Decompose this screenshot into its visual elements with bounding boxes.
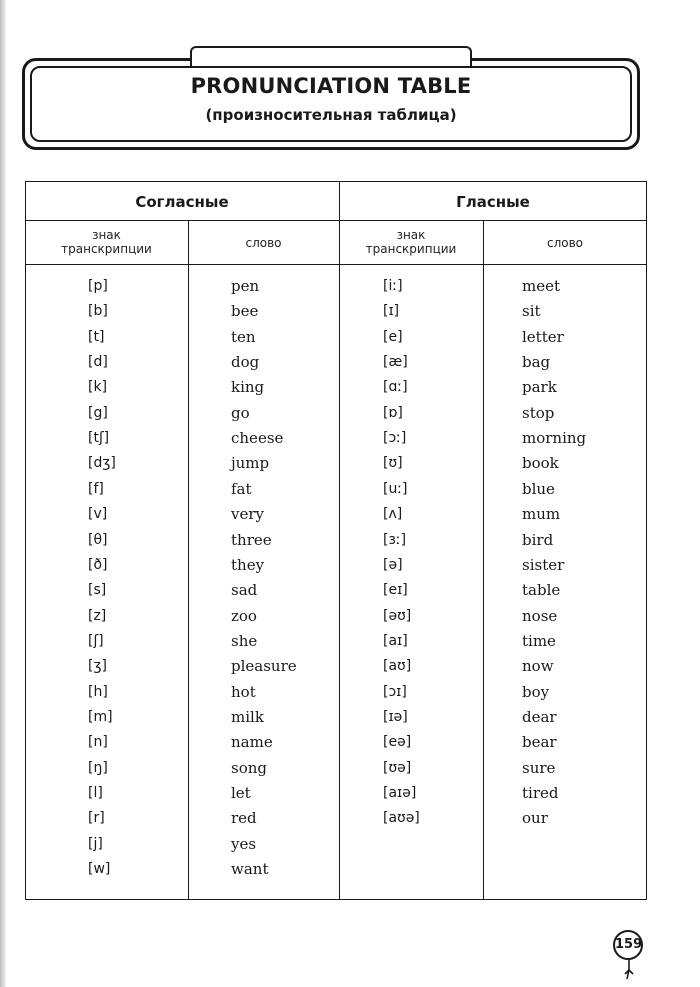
vowel-column-divider	[483, 220, 484, 900]
vowels-sign-cell: [ʌ]	[383, 506, 403, 522]
consonants-sign-header-line2: транскрипции	[61, 242, 152, 256]
consonants-word-cell: yes	[231, 835, 257, 853]
vowels-sign-cell: [ɔː]	[383, 430, 407, 446]
vowels-sign-cell: [ɪ]	[383, 303, 400, 319]
vowels-sign-cell: [ɑː]	[383, 379, 408, 395]
page-subtitle: (произносительная таблица)	[205, 106, 457, 124]
consonants-sign-cell: [z]	[88, 608, 107, 624]
vowels-word-cell: stop	[522, 404, 555, 422]
vowels-word-cell: our	[522, 809, 548, 827]
vowels-word-cell: dear	[522, 708, 557, 726]
consonants-word-cell: song	[231, 759, 267, 777]
consonants-word-cell: milk	[231, 708, 264, 726]
consonants-sign-cell: [p]	[88, 278, 108, 294]
consonants-sign-cell: [ð]	[88, 557, 108, 573]
vowels-word-cell: table	[522, 581, 561, 599]
vowels-word-cell: tired	[522, 784, 559, 802]
vowels-sign-cell: [aɪ]	[383, 633, 408, 649]
consonants-sign-cell: [v]	[88, 506, 108, 522]
vowels-sign-cell: [aɪə]	[383, 785, 417, 801]
vowels-word-cell: mum	[522, 505, 561, 523]
consonants-sign-cell: [r]	[88, 810, 105, 826]
vowels-word-cell: nose	[522, 607, 558, 625]
consonants-sign-cell: [s]	[88, 582, 107, 598]
consonants-word-cell: very	[231, 505, 264, 523]
vowels-word-cell: sure	[522, 759, 556, 777]
consonant-column-divider	[188, 220, 189, 900]
vowels-sign-cell: [ɔɪ]	[383, 684, 407, 700]
consonants-word-cell: pleasure	[231, 657, 297, 675]
consonants-word-cell: name	[231, 733, 273, 751]
vowels-sign-header-line2: транскрипции	[365, 242, 457, 256]
vowels-word-cell: bag	[522, 353, 551, 371]
consonants-sign-cell: [g]	[88, 405, 108, 421]
consonants-sign-header	[25, 228, 188, 256]
vowels-word-cell: boy	[522, 683, 550, 701]
consonants-word-cell: king	[231, 378, 265, 396]
vowels-word-cell: park	[522, 378, 557, 396]
consonants-sign-cell: [b]	[88, 303, 108, 319]
consonants-sign-cell: [θ]	[88, 532, 108, 548]
vowels-word-cell: meet	[522, 277, 561, 295]
consonants-sign-cell: [ʒ]	[88, 658, 108, 674]
title-banner-notch	[190, 46, 472, 66]
consonants-word-cell: dog	[231, 353, 260, 371]
consonants-word-cell: red	[231, 809, 257, 827]
vowels-word-cell: bird	[522, 531, 554, 549]
vowels-header: Гласные	[456, 193, 530, 211]
consonants-sign-cell: [h]	[88, 684, 108, 700]
vowels-word-header: слово	[546, 236, 584, 250]
consonants-sign-header-line1: знак	[92, 228, 121, 242]
page-number-pin-icon	[624, 958, 634, 980]
vowels-word-cell: blue	[522, 480, 555, 498]
vowels-word-cell: morning	[522, 429, 587, 447]
vowels-sign-cell: [uː]	[383, 481, 408, 497]
consonants-sign-cell: [m]	[88, 709, 113, 725]
consonants-sign-cell: [tʃ]	[88, 430, 110, 446]
consonants-word-cell: zoo	[231, 607, 257, 625]
consonants-word-cell: go	[231, 404, 250, 422]
vowels-sign-cell: [əʊ]	[383, 608, 412, 624]
consonants-word-cell: fat	[231, 480, 252, 498]
consonants-header: Согласные	[135, 193, 229, 211]
vowels-word-cell: sister	[522, 556, 565, 574]
consonants-sign-cell: [k]	[88, 379, 108, 395]
vowels-sign-cell: [eɪ]	[383, 582, 408, 598]
consonants-sign-cell: [f]	[88, 481, 104, 497]
consonants-word-cell: sad	[231, 581, 258, 599]
group-header-divider	[25, 220, 647, 221]
consonants-word-cell: cheese	[231, 429, 284, 447]
vowels-sign-cell: [aʊə]	[383, 810, 420, 826]
consonants-word-header: слово	[245, 236, 282, 250]
vowels-word-cell: bear	[522, 733, 557, 751]
vowels-sign-cell: [aʊ]	[383, 658, 412, 674]
vowels-sign-cell: [æ]	[383, 354, 408, 370]
vowels-sign-cell: [ɪə]	[383, 709, 408, 725]
vowels-word-cell: letter	[522, 328, 564, 346]
vowels-sign-cell: [ɒ]	[383, 405, 403, 421]
vowels-sign-cell: [ə]	[383, 557, 403, 573]
consonants-word-cell: jump	[231, 454, 270, 472]
consonants-sign-cell: [n]	[88, 734, 108, 750]
consonants-sign-cell: [ʃ]	[88, 633, 104, 649]
vowels-sign-cell: [ʊə]	[383, 760, 412, 776]
vowels-sign-cell: [iː]	[383, 278, 403, 294]
consonants-sign-cell: [w]	[88, 861, 111, 877]
vowels-sign-cell: [ɜː]	[383, 532, 407, 548]
consonants-sign-cell: [dʒ]	[88, 455, 116, 471]
consonants-word-cell: she	[231, 632, 258, 650]
vowels-word-cell: book	[522, 454, 559, 472]
vowels-sign-cell: [eə]	[383, 734, 412, 750]
page-title: PRONUNCIATION TABLE	[190, 74, 472, 98]
vowels-sign-header-line1: знак	[396, 228, 426, 242]
vowels-word-cell: now	[522, 657, 554, 675]
consonants-word-cell: hot	[231, 683, 256, 701]
group-divider	[339, 181, 340, 900]
vowels-sign-cell: [ʊ]	[383, 455, 403, 471]
consonants-word-cell: bee	[231, 302, 259, 320]
vowels-sign-header	[339, 228, 483, 256]
consonants-word-cell: pen	[231, 277, 260, 295]
consonants-sign-cell: [l]	[88, 785, 103, 801]
page-edge-shadow	[0, 0, 6, 987]
vowels-sign-cell: [e]	[383, 329, 403, 345]
consonants-sign-cell: [d]	[88, 354, 108, 370]
consonants-word-cell: want	[231, 860, 269, 878]
consonants-sign-cell: [ŋ]	[88, 760, 108, 776]
vowels-word-cell: sit	[522, 302, 541, 320]
consonants-word-cell: let	[231, 784, 251, 802]
column-header-divider	[25, 264, 647, 265]
vowels-word-cell: time	[522, 632, 556, 650]
consonants-sign-cell: [t]	[88, 329, 105, 345]
page-number: 159	[613, 930, 643, 960]
consonants-word-cell: three	[231, 531, 272, 549]
consonants-word-cell: they	[231, 556, 265, 574]
consonants-word-cell: ten	[231, 328, 256, 346]
consonants-sign-cell: [j]	[88, 836, 103, 852]
